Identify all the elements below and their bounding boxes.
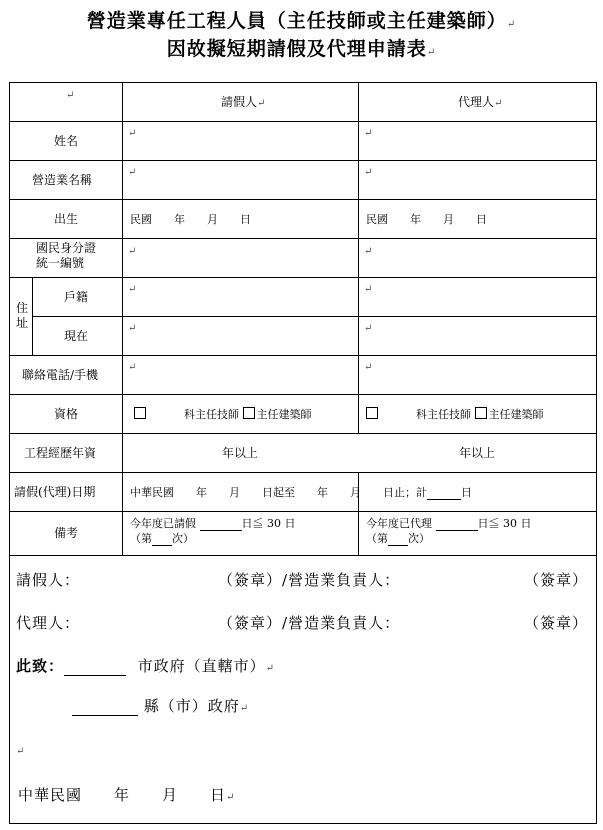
- applicant-name-field[interactable]: ↵: [128, 128, 137, 139]
- agent-company-field[interactable]: ↵: [364, 167, 373, 178]
- para-mark: ↵: [16, 746, 25, 757]
- application-table: [9, 82, 597, 824]
- experience-label: 工程經歷年資: [24, 446, 97, 460]
- applicant-responsible-seal[interactable]: （簽章）: [524, 571, 589, 589]
- agent-id-field[interactable]: ↵: [364, 246, 373, 257]
- agent-birth-field[interactable]: 民國 年 月 日: [366, 213, 487, 226]
- agent-phone-field[interactable]: ↵: [364, 362, 373, 373]
- agent-remarks: 今年度已代理 日≦ 30 日 （第 次）: [366, 517, 532, 545]
- applicant-id-field[interactable]: ↵: [128, 246, 137, 257]
- applicant-seal[interactable]: （簽章）/營造業負責人：: [218, 571, 401, 589]
- remarks-label: 備考: [54, 526, 79, 540]
- checkbox[interactable]: [475, 407, 487, 419]
- agent-qualification-options: 科主任技師 主任建築師: [366, 407, 544, 422]
- agent-current-field[interactable]: ↵: [364, 323, 373, 334]
- agent-responsible-seal[interactable]: （簽章）: [524, 614, 589, 632]
- agent-column-header: 代理人↵: [458, 95, 503, 109]
- agent-name-field[interactable]: ↵: [364, 128, 373, 139]
- applicant-phone-field[interactable]: ↵: [128, 362, 137, 373]
- agent-household-field[interactable]: ↵: [364, 284, 373, 295]
- agent-experience-field[interactable]: 年以上: [459, 446, 496, 460]
- para-mark: ↵: [66, 90, 75, 101]
- current-address-label: 現在: [64, 329, 89, 343]
- applicant-current-field[interactable]: ↵: [128, 323, 137, 334]
- applicant-qualification-options: 科主任技師 主任建築師: [134, 407, 312, 422]
- applicant-remarks: 今年度已請假 日≦ 30 日 （第 次）: [130, 517, 296, 545]
- form-title-line2: 因故擬短期請假及代理申請表↵: [166, 38, 437, 60]
- company-label: 營造業名稱: [32, 173, 93, 187]
- agent-seal[interactable]: （簽章）/營造業負責人：: [218, 614, 401, 632]
- household-address-label: 戶籍: [64, 290, 89, 304]
- qualification-label: 資格: [54, 407, 79, 421]
- addressee-city: 此致： 市政府（直轄市）↵: [16, 657, 275, 675]
- applicant-birth-field[interactable]: 民國 年 月 日: [130, 213, 251, 226]
- agent-signature-label: 代理人：: [16, 614, 81, 632]
- form-date[interactable]: 中華民國 年 月 日↵: [18, 786, 236, 804]
- checkbox[interactable]: [366, 407, 378, 419]
- applicant-household-field[interactable]: ↵: [128, 284, 137, 295]
- applicant-column-header: 請假人↵: [221, 95, 266, 109]
- addressee-county: 縣（市）政府↵: [72, 695, 249, 716]
- name-label: 姓名: [54, 134, 79, 148]
- applicant-experience-field[interactable]: 年以上: [222, 446, 259, 460]
- id-label: 國民身分證 統一編號: [36, 241, 97, 270]
- birth-label: 出生: [54, 212, 79, 226]
- checkbox[interactable]: [243, 407, 255, 419]
- address-label: 住 址: [16, 301, 29, 330]
- phone-label: 聯絡電話/手機: [22, 368, 99, 382]
- leave-period-field[interactable]: 中華民國 年 月 日起至 年 月 日止；計 日: [130, 486, 472, 499]
- form-title-line1: 營造業專任工程人員（主任技師或主任建築師）↵: [86, 10, 517, 32]
- checkbox[interactable]: [134, 407, 146, 419]
- applicant-company-field[interactable]: ↵: [128, 167, 137, 178]
- leave-period-label: 請假(代理)日期: [14, 485, 96, 499]
- applicant-signature-label: 請假人：: [16, 571, 81, 589]
